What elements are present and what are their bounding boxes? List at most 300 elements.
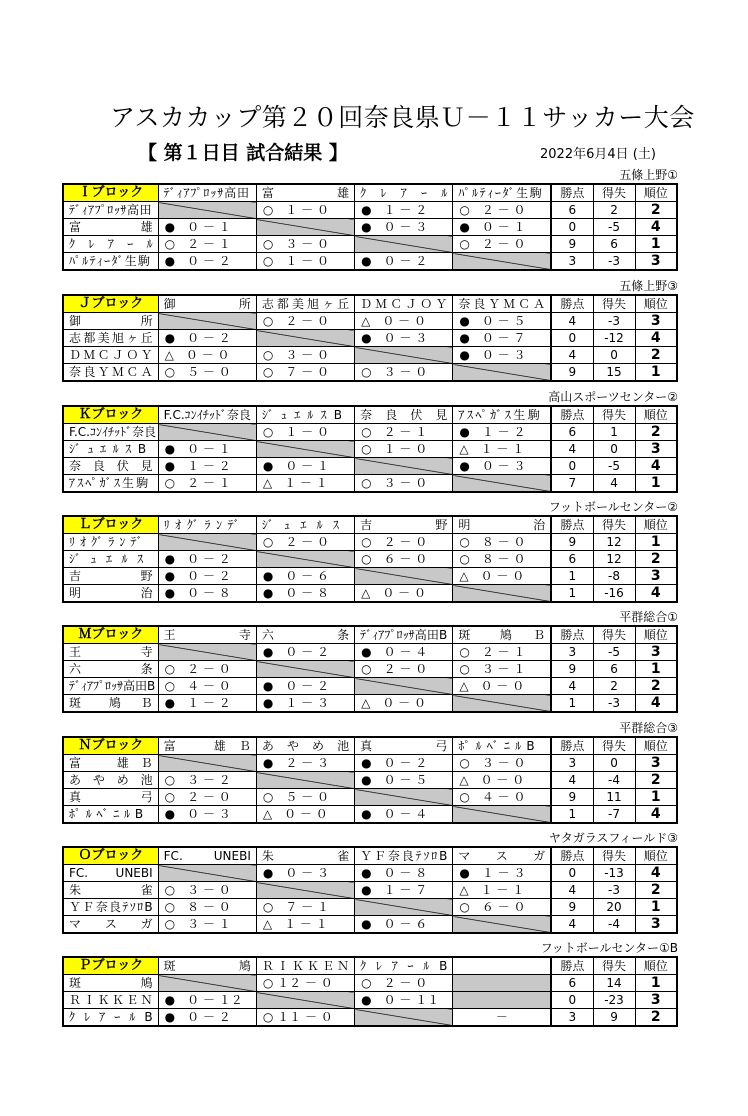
rank-cell: 3 — [635, 755, 677, 772]
table-row — [63, 551, 677, 568]
match-result: ○ ４ － ０ — [453, 789, 551, 806]
goal-diff-cell: 4 — [593, 475, 635, 493]
points-cell: 9 — [551, 236, 593, 253]
match-result: ○ ３ － ２ — [158, 772, 256, 789]
empty-cell: － — [453, 1009, 551, 1027]
self-match-cell — [256, 661, 354, 678]
match-result: ● ０ － ４ — [355, 644, 453, 661]
page-subtitle: 【 第１日目 試合結果 】 — [138, 142, 348, 164]
points-cell: 3 — [551, 644, 593, 661]
row-team: 六 条 — [63, 661, 158, 678]
row-team: FC. UNEBI — [63, 865, 158, 882]
self-match-cell — [158, 202, 256, 219]
match-result: △ ０ － ０ — [453, 772, 551, 789]
match-result: ● ０ － ３ — [355, 219, 453, 236]
header-team: 御 所 — [158, 295, 256, 313]
points-cell: 6 — [551, 975, 593, 992]
match-result: ○ ５ － ０ — [256, 789, 354, 806]
rank-cell: 4 — [635, 806, 677, 824]
points-cell: 1 — [551, 806, 593, 824]
row-team: 王 寺 — [63, 644, 158, 661]
goal-diff-cell: -8 — [593, 568, 635, 585]
table-row — [63, 678, 677, 695]
row-team: ｼﾞｭｴﾙｽ — [63, 551, 158, 568]
stat-header: 得失 — [593, 737, 635, 755]
points-cell: 9 — [551, 899, 593, 916]
match-result: ● ０ － １ — [256, 458, 354, 475]
table-row — [63, 644, 677, 661]
header-team: 斑 鳩 — [158, 957, 256, 975]
header-team: 斑 鳩 Ｂ — [453, 626, 551, 644]
match-result: ○ ６ － ０ — [355, 551, 453, 568]
match-result: ○ ４ － ０ — [158, 678, 256, 695]
match-result: ○ ２ － ０ — [453, 202, 551, 219]
goal-diff-cell: 6 — [593, 661, 635, 678]
empty-cell — [453, 992, 551, 1009]
row-team: 富 雄 — [63, 219, 158, 236]
match-result: ● ０ － ６ — [355, 916, 453, 934]
match-date: 2022年6月4日 (土) — [540, 147, 656, 162]
match-result: △ ０ － ０ — [158, 347, 256, 364]
row-team: 御 所 — [63, 313, 158, 330]
venue-label: ヤタガラスフィールド③ — [548, 831, 678, 845]
match-result: ○ ７ － ０ — [256, 364, 354, 382]
match-result: ○ ３ － ０ — [355, 364, 453, 382]
goal-diff-cell: 1 — [593, 424, 635, 441]
stat-header: 得失 — [593, 957, 635, 975]
match-result: ○ ２ － ０ — [355, 661, 453, 678]
header-team: FC. UNEBI — [158, 847, 256, 865]
match-result: ○ １ － ０ — [256, 424, 354, 441]
table-row — [63, 916, 677, 934]
table-header-row — [63, 184, 677, 202]
goal-diff-cell: 0 — [593, 755, 635, 772]
points-cell: 7 — [551, 475, 593, 493]
self-match-cell — [158, 424, 256, 441]
points-cell: 3 — [551, 253, 593, 271]
header-team: ｸﾚｱｰﾙ — [355, 184, 453, 202]
block-section — [62, 279, 678, 382]
match-result: ● １ － ２ — [158, 695, 256, 713]
match-result: ● １ － ２ — [355, 202, 453, 219]
goal-diff-cell: -5 — [593, 219, 635, 236]
goal-diff-cell: -4 — [593, 772, 635, 789]
stat-header: 得失 — [593, 184, 635, 202]
table-row — [63, 202, 677, 219]
match-result: ● ０ － １２ — [158, 992, 256, 1009]
match-result: ● ０ － １ — [453, 219, 551, 236]
match-result: ○ ３ － ０ — [453, 755, 551, 772]
table-row — [63, 424, 677, 441]
results-table — [62, 846, 678, 934]
points-cell: 9 — [551, 534, 593, 551]
table-header-row — [63, 406, 677, 424]
match-result: ● １ － ７ — [355, 882, 453, 899]
self-match-cell — [158, 644, 256, 661]
rank-cell: 1 — [635, 236, 677, 253]
table-row — [63, 661, 677, 678]
stat-header: 順位 — [635, 516, 677, 534]
stat-header: 勝点 — [551, 295, 593, 313]
rank-cell: 4 — [635, 458, 677, 475]
rank-cell: 2 — [635, 347, 677, 364]
rank-cell: 2 — [635, 882, 677, 899]
self-match-cell — [355, 236, 453, 253]
self-match-cell — [355, 347, 453, 364]
goal-diff-cell: -5 — [593, 458, 635, 475]
row-team: 斑 鳩 Ｂ — [63, 695, 158, 713]
stat-header: 得失 — [593, 626, 635, 644]
goal-diff-cell: 15 — [593, 364, 635, 382]
match-result: ● １ － ２ — [158, 458, 256, 475]
match-result: ○ ３ － １ — [158, 916, 256, 934]
match-result: ○ ７ － １ — [256, 899, 354, 916]
header-team: ﾊﾟﾙﾃｨｰﾀﾞ生駒 — [453, 184, 551, 202]
header-team: 六 条 — [256, 626, 354, 644]
match-result: ○ ８ － ０ — [158, 899, 256, 916]
table-row — [63, 899, 677, 916]
match-result: ○ ２ － １ — [453, 644, 551, 661]
table-row — [63, 1009, 677, 1027]
rank-cell: 1 — [635, 975, 677, 992]
goal-diff-cell: 9 — [593, 1009, 635, 1027]
row-team: 富 雄Ｂ — [63, 755, 158, 772]
match-result: ○ ２ － ０ — [355, 975, 453, 992]
header-team: ＲＩＫＫＥＮ — [256, 957, 354, 975]
match-result: △ １ － １ — [256, 475, 354, 493]
row-team: 奈良ＹＭＣＡ — [63, 364, 158, 382]
rank-cell: 1 — [635, 789, 677, 806]
match-result: ● ０ － １ — [158, 441, 256, 458]
goal-diff-cell: 2 — [593, 678, 635, 695]
header-team: ｱｽﾍﾟｶﾞｽ生駒 — [453, 406, 551, 424]
match-result: △ ０ － ０ — [355, 313, 453, 330]
points-cell: 0 — [551, 865, 593, 882]
venue-label: フットボールセンター② — [548, 500, 678, 514]
match-result: ○ ３ － ０ — [355, 475, 453, 493]
row-team: ﾘｵｸﾞﾗﾝﾃﾞ — [63, 534, 158, 551]
points-cell: 0 — [551, 330, 593, 347]
block-section — [62, 721, 678, 824]
stat-header: 順位 — [635, 184, 677, 202]
venue-label: フットボールセンター①B — [540, 941, 678, 955]
table-row — [63, 695, 677, 713]
stat-header: 勝点 — [551, 737, 593, 755]
row-team: 真 弓 — [63, 789, 158, 806]
results-table — [62, 294, 678, 382]
table-header-row — [63, 957, 677, 975]
match-result: ● ０ － ５ — [453, 313, 551, 330]
match-result: ○ ８ － ０ — [453, 534, 551, 551]
venue-label: 高山スポーツセンター② — [548, 390, 678, 404]
goal-diff-cell: -23 — [593, 992, 635, 1009]
match-result: ● ０ － ２ — [355, 755, 453, 772]
goal-diff-cell: 14 — [593, 975, 635, 992]
match-result: ● ０ － ２ — [256, 644, 354, 661]
row-team: ﾃﾞｨｱﾌﾟﾛｯｻ高田B — [63, 678, 158, 695]
row-team: F.C.ｺﾝｲﾁｯﾄﾞ奈良 — [63, 424, 158, 441]
match-result: ● １ － ３ — [453, 865, 551, 882]
match-result: △ ０ － ０ — [355, 585, 453, 603]
stat-header: 得失 — [593, 406, 635, 424]
match-result: ○ ６ － ０ — [453, 899, 551, 916]
points-cell: 1 — [551, 585, 593, 603]
match-result: ● ０ － ６ — [256, 568, 354, 585]
match-result: △ １ － １ — [453, 441, 551, 458]
match-result: ● ０ － １１ — [355, 992, 453, 1009]
points-cell: 3 — [551, 1009, 593, 1027]
block-label: Ｋブロック — [63, 406, 158, 424]
goal-diff-cell: 11 — [593, 789, 635, 806]
venue-label: 五條上野① — [619, 168, 678, 182]
goal-diff-cell: -3 — [593, 253, 635, 271]
row-team: 朱 雀 — [63, 882, 158, 899]
rank-cell: 3 — [635, 644, 677, 661]
self-match-cell — [453, 916, 551, 934]
points-cell: 4 — [551, 916, 593, 934]
stat-header: 順位 — [635, 847, 677, 865]
stat-header: 得失 — [593, 295, 635, 313]
goal-diff-cell: -13 — [593, 865, 635, 882]
rank-cell: 2 — [635, 202, 677, 219]
table-row — [63, 236, 677, 253]
stat-header: 順位 — [635, 295, 677, 313]
row-team: マスガ — [63, 916, 158, 934]
match-result: ● １ － ３ — [256, 695, 354, 713]
table-row — [63, 330, 677, 347]
points-cell: 6 — [551, 202, 593, 219]
table-row — [63, 772, 677, 789]
self-match-cell — [256, 330, 354, 347]
rank-cell: 1 — [635, 475, 677, 493]
match-result: ○ １ － ０ — [256, 202, 354, 219]
rank-cell: 1 — [635, 534, 677, 551]
rank-cell: 4 — [635, 219, 677, 236]
match-result: ● ２ － ３ — [256, 755, 354, 772]
header-team: あやめ池 — [256, 737, 354, 755]
goal-diff-cell: -12 — [593, 330, 635, 347]
block-label: Ｍブロック — [63, 626, 158, 644]
points-cell: 4 — [551, 678, 593, 695]
self-match-cell — [256, 772, 354, 789]
match-result: ● ０ － ２ — [158, 568, 256, 585]
stat-header: 順位 — [635, 957, 677, 975]
block-section — [62, 941, 678, 1027]
match-result: ● ０ － ５ — [355, 772, 453, 789]
match-result: ● １ － ２ — [453, 424, 551, 441]
empty-cell — [453, 975, 551, 992]
results-table — [62, 625, 678, 713]
header-team: ﾃﾞｨｱﾌﾟﾛｯｻ高田 — [158, 184, 256, 202]
table-header-row — [63, 626, 677, 644]
table-row — [63, 458, 677, 475]
header-team: 奈良伏見 — [355, 406, 453, 424]
header-team: F.C.ｺﾝｲﾁｯﾄﾞ奈良 — [158, 406, 256, 424]
rank-cell: 3 — [635, 441, 677, 458]
match-result: ● ０ － ２ — [158, 551, 256, 568]
row-team: ＤＭＣＪＯＹ — [63, 347, 158, 364]
header-team — [453, 957, 551, 975]
rank-cell: 3 — [635, 568, 677, 585]
match-result: ○ ２ － ０ — [355, 534, 453, 551]
goal-diff-cell: -3 — [593, 313, 635, 330]
points-cell: 4 — [551, 882, 593, 899]
match-result: ○ ２ － ０ — [256, 313, 354, 330]
stat-header: 勝点 — [551, 626, 593, 644]
match-result: △ １ － １ — [256, 916, 354, 934]
row-team: 斑 鳩 — [63, 975, 158, 992]
match-result: ● ０ － ３ — [453, 347, 551, 364]
match-result: ● ０ － ２ — [158, 330, 256, 347]
points-cell: 6 — [551, 551, 593, 568]
points-cell: 9 — [551, 661, 593, 678]
self-match-cell — [355, 1009, 453, 1027]
match-result: ● ０ － ２ — [355, 253, 453, 271]
header-team: マスガ — [453, 847, 551, 865]
match-result: △ ０ － ０ — [355, 695, 453, 713]
rank-cell: 3 — [635, 253, 677, 271]
self-match-cell — [453, 253, 551, 271]
block-label: Ｐブロック — [63, 957, 158, 975]
rank-cell: 3 — [635, 916, 677, 934]
block-label: Ｎブロック — [63, 737, 158, 755]
table-row — [63, 364, 677, 382]
points-cell: 9 — [551, 364, 593, 382]
block-section — [62, 390, 678, 493]
table-header-row — [63, 847, 677, 865]
page-title: アスカカップ第２０回奈良県Ｕ－１１サッカー大会 — [110, 103, 695, 132]
results-table — [62, 956, 678, 1027]
table-row — [63, 755, 677, 772]
table-header-row — [63, 295, 677, 313]
header-team: ﾃﾞｨｱﾌﾟﾛｯｻ高田B — [355, 626, 453, 644]
match-result: ○ ３ － ０ — [256, 347, 354, 364]
match-result: ○ １ － ０ — [256, 253, 354, 271]
goal-diff-cell: -3 — [593, 695, 635, 713]
match-result: ○ ２ － ０ — [158, 789, 256, 806]
header-team: ｼﾞｭｴﾙｽB — [256, 406, 354, 424]
table-row — [63, 253, 677, 271]
results-table — [62, 736, 678, 824]
row-team: ＲＩＫＫＥＮ — [63, 992, 158, 1009]
points-cell: 4 — [551, 313, 593, 330]
table-row — [63, 219, 677, 236]
table-row — [63, 441, 677, 458]
match-result: ○ ３ － ０ — [256, 236, 354, 253]
header-team: 吉 野 — [355, 516, 453, 534]
goal-diff-cell: 0 — [593, 347, 635, 364]
rank-cell: 1 — [635, 899, 677, 916]
self-match-cell — [355, 899, 453, 916]
self-match-cell — [158, 534, 256, 551]
venue-label: 五條上野③ — [619, 279, 678, 293]
rank-cell: 2 — [635, 678, 677, 695]
stat-header: 勝点 — [551, 184, 593, 202]
match-result: ○ ５ － ０ — [158, 364, 256, 382]
table-row — [63, 475, 677, 493]
goal-diff-cell: 6 — [593, 236, 635, 253]
points-cell: 6 — [551, 424, 593, 441]
self-match-cell — [158, 975, 256, 992]
match-result: ○ １ － ０ — [355, 441, 453, 458]
row-team: ｸﾚｱｰﾙ — [63, 236, 158, 253]
rank-cell: 1 — [635, 364, 677, 382]
stat-header: 順位 — [635, 626, 677, 644]
row-team: 奈良伏見 — [63, 458, 158, 475]
header-team: 明 治 — [453, 516, 551, 534]
match-result: ○ ２ － １ — [158, 475, 256, 493]
points-cell: 4 — [551, 441, 593, 458]
row-team: 吉 野 — [63, 568, 158, 585]
goal-diff-cell: 12 — [593, 551, 635, 568]
match-result: ● ０ － ３ — [453, 458, 551, 475]
rank-cell: 2 — [635, 1009, 677, 1027]
goal-diff-cell: 12 — [593, 534, 635, 551]
match-result: ○ ３ － １ — [453, 661, 551, 678]
match-result: ○ ８ － ０ — [453, 551, 551, 568]
self-match-cell — [355, 789, 453, 806]
stat-header: 勝点 — [551, 957, 593, 975]
self-match-cell — [355, 458, 453, 475]
header-team: 富 雄Ｂ — [158, 737, 256, 755]
match-result: ● ０ － ３ — [256, 865, 354, 882]
table-row — [63, 313, 677, 330]
match-result: △ ０ － ０ — [453, 678, 551, 695]
table-row — [63, 347, 677, 364]
points-cell: 3 — [551, 755, 593, 772]
points-cell: 0 — [551, 219, 593, 236]
self-match-cell — [158, 313, 256, 330]
table-row — [63, 585, 677, 603]
stat-header: 得失 — [593, 516, 635, 534]
self-match-cell — [158, 755, 256, 772]
goal-diff-cell: -7 — [593, 806, 635, 824]
self-match-cell — [256, 219, 354, 236]
match-result: △ ０ － ０ — [453, 568, 551, 585]
match-result: ○ ２ － ０ — [256, 534, 354, 551]
self-match-cell — [453, 585, 551, 603]
row-team: 明 治 — [63, 585, 158, 603]
table-row — [63, 534, 677, 551]
block-section — [62, 500, 678, 603]
header-team: ｸﾚｱｰﾙB — [355, 957, 453, 975]
row-team: ＹＦ奈良ﾃｿﾛB — [63, 899, 158, 916]
points-cell: 1 — [551, 695, 593, 713]
points-cell: 0 — [551, 458, 593, 475]
rank-cell: 4 — [635, 330, 677, 347]
block-label: Ｉブロック — [63, 184, 158, 202]
self-match-cell — [158, 865, 256, 882]
match-result: ● ０ － ２ — [158, 1009, 256, 1027]
table-row — [63, 789, 677, 806]
stat-header: 順位 — [635, 406, 677, 424]
self-match-cell — [453, 695, 551, 713]
points-cell: 4 — [551, 772, 593, 789]
row-team: ｱｽﾍﾟｶﾞｽ生駒 — [63, 475, 158, 493]
stat-header: 勝点 — [551, 406, 593, 424]
table-row — [63, 568, 677, 585]
rank-cell: 4 — [635, 695, 677, 713]
header-team: 志都美旭ヶ丘 — [256, 295, 354, 313]
block-section — [62, 831, 678, 934]
match-result: △ １ － １ — [453, 882, 551, 899]
match-result: ● ０ － ７ — [453, 330, 551, 347]
rank-cell: 1 — [635, 661, 677, 678]
goal-diff-cell: 2 — [593, 202, 635, 219]
match-result: ○ ２ － １ — [158, 236, 256, 253]
venue-label: 平群総合① — [619, 610, 678, 624]
rank-cell: 3 — [635, 313, 677, 330]
